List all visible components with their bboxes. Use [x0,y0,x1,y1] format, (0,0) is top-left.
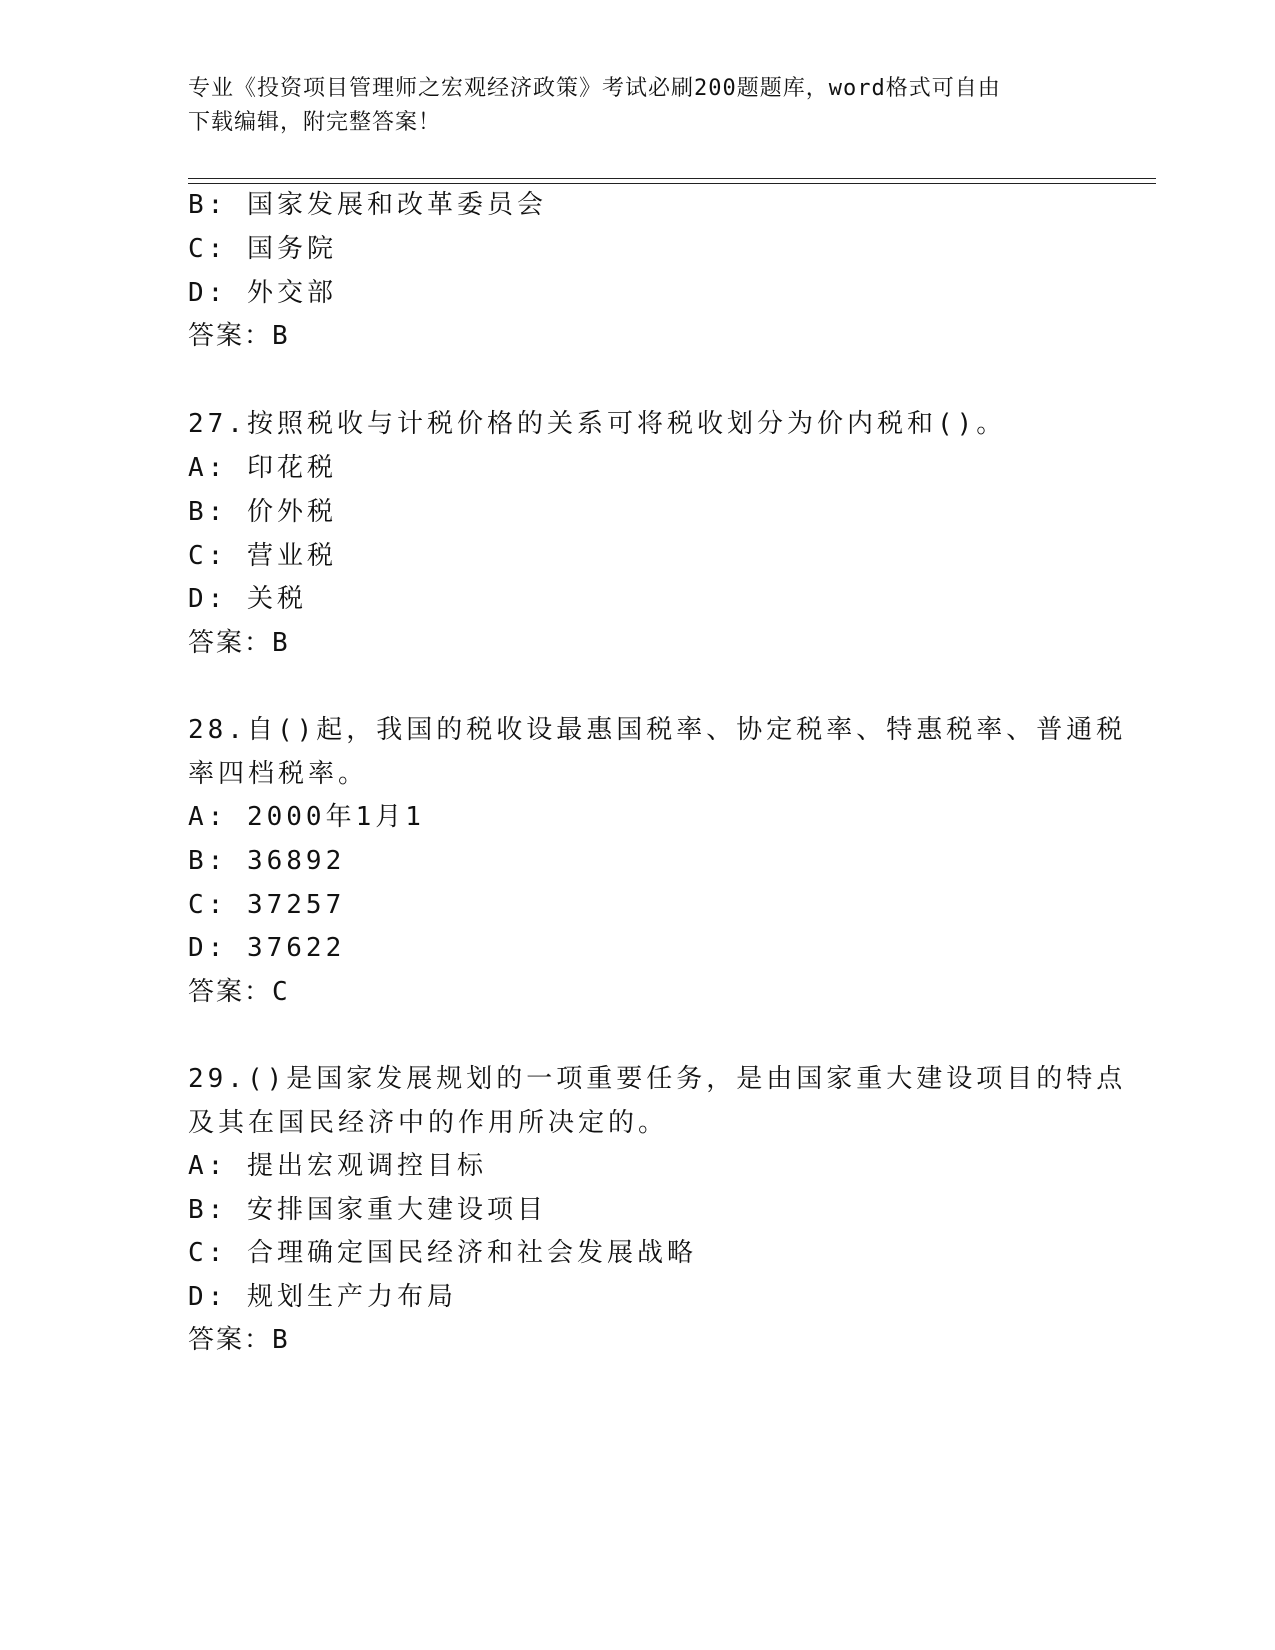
question-27-text: 27.按照税收与计税价格的关系可将税收划分为价内税和()。 [188,409,1007,439]
option-b-q26: B: 国家发展和改革委员会 [188,190,547,220]
header-divider-bottom [188,183,1156,184]
option-b-q27: B: 价外税 [188,497,337,527]
answer-q28: 答案：C [188,977,290,1007]
option-c-q27: C: 营业税 [188,541,337,571]
option-d-q29: D: 规划生产力布局 [188,1282,457,1312]
question-28-text-line-2: 率四档税率。 [188,759,369,789]
option-d-q27: D: 关税 [188,584,307,614]
header-line-1: 专业《投资项目管理师之宏观经济政策》考试必刷200题题库，word格式可自由 [188,76,1001,101]
option-c-q29: C: 合理确定国民经济和社会发展战略 [188,1238,697,1268]
question-29-text-line-1: 29.()是国家发展规划的一项重要任务，是由国家重大建设项目的特点 [188,1064,1127,1094]
header-divider-top [188,178,1156,179]
option-c-q26: C: 国务院 [188,234,337,264]
option-d-q26: D: 外交部 [188,278,337,308]
answer-q27: 答案：B [188,628,290,658]
header-line-2: 下载编辑，附完整答案！ [188,110,442,135]
answer-q26: 答案：B [188,321,290,351]
document-header [188,72,1078,140]
option-b-q28: B: 36892 [188,846,346,876]
option-d-q28: D: 37622 [188,933,346,963]
option-a-q28: A: 2000年1月1 [188,802,425,832]
question-29-text-line-2: 及其在国民经济中的作用所决定的。 [188,1108,669,1138]
question-28-text-line-1: 28.自()起，我国的税收设最惠国税率、协定税率、特惠税率、普通税 [188,715,1127,745]
option-a-q27: A: 印花税 [188,453,337,483]
option-b-q29: B: 安排国家重大建设项目 [188,1195,547,1225]
option-c-q28: C: 37257 [188,890,346,920]
option-a-q29: A: 提出宏观调控目标 [188,1151,487,1181]
answer-q29: 答案：B [188,1325,290,1355]
